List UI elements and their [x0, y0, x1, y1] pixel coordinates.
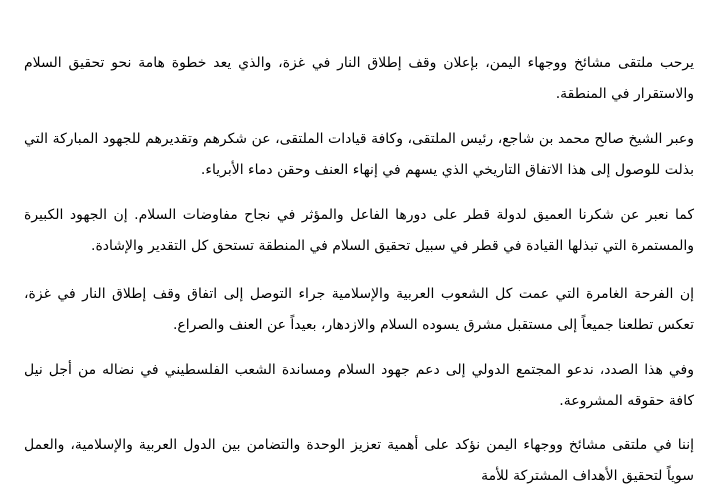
paragraph-qatar-thanks: كما نعبر عن شكرنا العميق لدولة قطر على دورها الفاعل والمؤثر في نجاح مفاوضات السلام. إن الجهود الكبيرة والمستمرة التي تبذلها القيادة في قطر في سبيل تحقيق السلام في المنطقة تستحق كل التقدير والإشادة.: [24, 207, 694, 254]
paragraph-unity-emphasis: إننا في ملتقى مشائخ ووجهاء اليمن نؤكد على أهمية تعزيز الوحدة والتضامن بين الدول العربية والإسلامية، والعمل سوياً لتحقيق الأهداف المشتركة للأمة: [24, 437, 694, 484]
paragraph-welcome-ceasefire: يرحب ملتقى مشائخ ووجهاء اليمن، بإعلان وقف إطلاق النار في غزة، والذي يعد خطوة هامة نحو تحقيق السلام والاستقرار في المنطقة.: [24, 55, 694, 102]
paragraph-chairman-thanks: وعبر الشيخ صالح محمد بن شاجع، رئيس الملتقى، وكافة قيادات الملتقى، عن شكرهم وتقديرهم للجهود المباركة التي بذلت للوصول إلى هذا الاتفاق التاريخي الذي يسهم في إنهاء العنف وحقن دماء الأبرياء.: [24, 131, 694, 178]
paragraph-public-joy: إن الفرحة الغامرة التي عمت كل الشعوب العربية والإسلامية جراء التوصل إلى اتفاق وقف إطلاق النار في غزة، تعكس تطلعنا جميعاً إلى مستقبل مشرق يسوده السلام والازدهار، بعيداً عن العنف والصراع.: [24, 286, 694, 333]
paragraph-international-call: وفي هذا الصدد، ندعو المجتمع الدولي إلى دعم جهود السلام ومساندة الشعب الفلسطيني في نضاله من أجل نيل كافة حقوقه المشروعة.: [24, 362, 694, 409]
